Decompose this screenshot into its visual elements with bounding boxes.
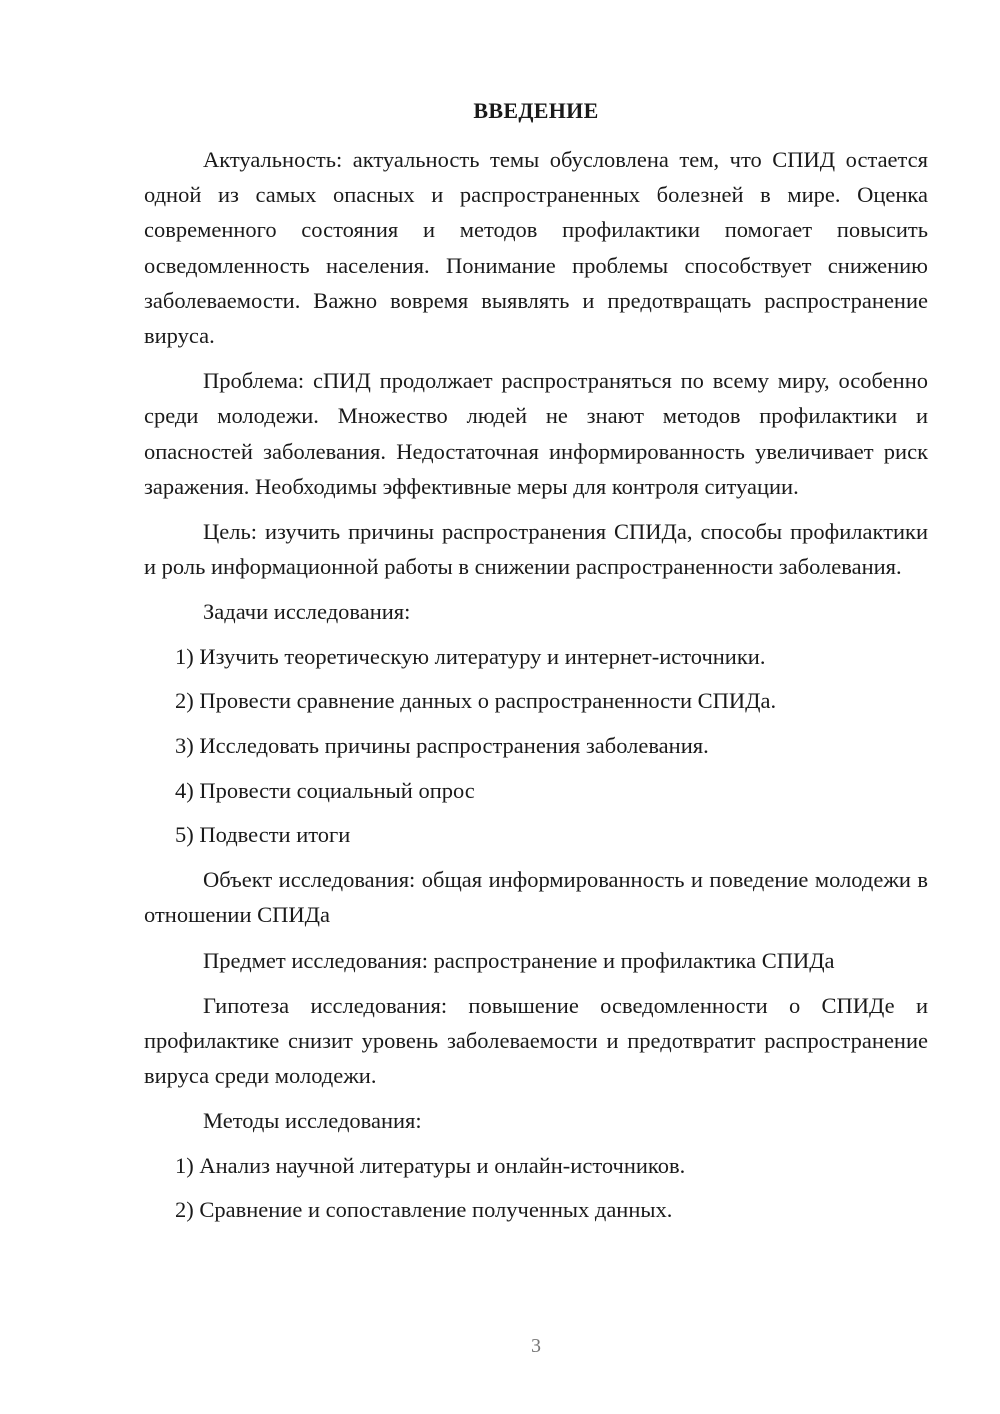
page-number: 3 (531, 1335, 541, 1357)
methods-list (144, 1148, 928, 1228)
list-item: 1) Анализ научной литературы и онлайн-источников. (175, 1152, 686, 1178)
list-item: 1) Изучить теоретическую литературу и интернет-источники. (175, 643, 766, 669)
hypothesis-paragraph: Гипотеза исследования: повышение осведомленности о СПИДе и профилактике снизит уровень заболеваемости и предотвратит распространение вируса среди молодежи. (144, 992, 928, 1089)
relevance-paragraph: Актуальность: актуальность темы обусловлена тем, что СПИД остается одной из самых опасных и распространенных болезней в мире. Оценка современного состояния и методов профилактики помогает повысить осведомленность населения. Понимание проблемы способствует снижению заболеваемости. Важно вовремя выявлять и предотвращать распространение вируса. (144, 147, 928, 349)
list-item: 2) Сравнение и сопоставление полученных данных. (175, 1197, 673, 1223)
list-item: 2) Провести сравнение данных о распространенности СПИДа. (175, 688, 777, 714)
object-paragraph: Объект исследования: общая информированность и поведение молодежи в отношении СПИДа (144, 867, 928, 928)
list-item: 4) Провести социальный опрос (175, 777, 475, 803)
tasks-heading: Задачи исследования: (203, 599, 411, 625)
document-body (144, 142, 928, 1237)
tasks-list (144, 639, 928, 853)
subject-paragraph: Предмет исследования: распространение и профилактика СПИДа (203, 947, 835, 973)
page-title: ВВЕДЕНИЕ (473, 98, 599, 123)
list-item: 5) Подвести итоги (175, 822, 351, 848)
problem-paragraph: Проблема: сПИД продолжает распространяться по всему миру, особенно среди молодежи. Множество людей не знают методов профилактики и опасностей заболевания. Недостаточная информированность увеличивает риск заражения. Необходимы эффективные меры для контроля ситуации. (144, 368, 928, 499)
list-item: 3) Исследовать причины распространения заболевания. (175, 733, 709, 759)
methods-heading: Методы исследования: (203, 1108, 422, 1134)
goal-paragraph: Цель: изучить причины распространения СПИДа, способы профилактики и роль информационной работы в снижении распространенности заболевания. (144, 519, 928, 580)
